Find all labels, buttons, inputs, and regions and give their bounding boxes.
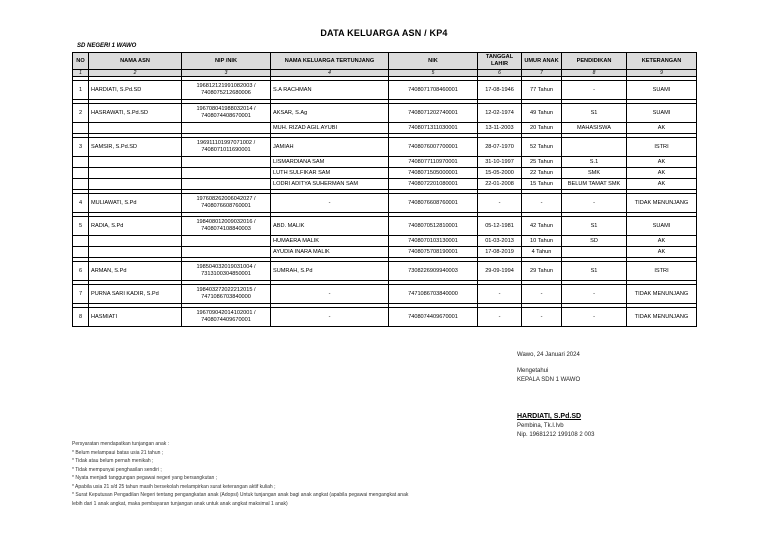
cell-no — [73, 247, 89, 258]
asn-row — [73, 138, 697, 157]
cell-tanggal-lahir: 22-01-2008 — [478, 179, 522, 190]
column-number: 2 — [89, 70, 182, 77]
cell-keterangan: ISTRI — [627, 138, 697, 157]
column-number: 1 — [73, 70, 89, 77]
asn-row — [73, 194, 697, 213]
column-number: 9 — [627, 70, 697, 77]
cell-pendidikan: SMK — [562, 168, 627, 179]
family-row — [73, 236, 697, 247]
cell-nik: 7408076007700001 — [389, 138, 478, 157]
cell-nip — [182, 168, 271, 179]
column-number-row — [73, 70, 697, 77]
signature-position: KEPALA SDN 1 WAWO — [517, 377, 581, 383]
cell-no: 8 — [73, 308, 89, 327]
cell-umur-anak: 77 Tahun — [522, 81, 562, 100]
cell-keterangan: AK — [627, 123, 697, 134]
cell-nama-asn — [89, 179, 182, 190]
cell-umur-anak: 25 Tahun — [522, 157, 562, 168]
nip-line: 196709042014102001 / — [196, 310, 256, 316]
header-row — [73, 53, 697, 70]
column-number: 3 — [182, 70, 271, 77]
cell-nama-asn — [89, 236, 182, 247]
cell-tanggal-lahir: 05-12-1981 — [478, 217, 522, 236]
asn-row — [73, 308, 697, 327]
cell-nama-keluarga: JAMIAH — [271, 138, 389, 157]
cell-nama-keluarga: AYUDIA INARA MALIK — [271, 247, 389, 258]
cell-nama-asn: SAMSIR, S.Pd.SD — [89, 138, 182, 157]
cell-umur-anak: 49 Tahun — [522, 104, 562, 123]
cell-no: 7 — [73, 285, 89, 304]
note-item: * Tidak mempunyai penghasilan sendiri ; — [72, 466, 162, 473]
column-number: 8 — [562, 70, 627, 77]
nik-line: 7408075212680006 — [201, 90, 251, 96]
asn-row — [73, 262, 697, 281]
cell-pendidikan: - — [562, 285, 627, 304]
cell-pendidikan — [562, 247, 627, 258]
cell-keterangan: AK — [627, 236, 697, 247]
cell-tanggal-lahir: 17-08-2019 — [478, 247, 522, 258]
header-nama-keluarga: NAMA KELUARGA TERTUNJANG — [271, 53, 389, 70]
cell-nama-keluarga: LISMARDIANA SAM — [271, 157, 389, 168]
cell-tanggal-lahir: - — [478, 194, 522, 213]
cell-pendidikan: BELUM TAMAT SMK — [562, 179, 627, 190]
cell-nik: 7471086703840000 — [389, 285, 478, 304]
cell-tanggal-lahir: 17-08-1946 — [478, 81, 522, 100]
cell-umur-anak: 22 Tahun — [522, 168, 562, 179]
cell-nama-asn — [89, 123, 182, 134]
cell-keterangan: ISTRI — [627, 262, 697, 281]
cell-nama-asn: RADIA, S.Pd — [89, 217, 182, 236]
cell-no: 1 — [73, 81, 89, 100]
cell-keterangan: SUAMI — [627, 104, 697, 123]
family-row — [73, 247, 697, 258]
nip-line: 196812121991082003 / — [196, 83, 256, 89]
cell-pendidikan: MAHASISWA — [562, 123, 627, 134]
cell-tanggal-lahir: - — [478, 285, 522, 304]
note-item: lebih dari 1 anak angkat, maka pembayaran tunjangan anak untuk anak angkat maksimal 1 anak) — [72, 500, 288, 507]
cell-umur-anak: 20 Tahun — [522, 123, 562, 134]
cell-pendidikan: - — [562, 194, 627, 213]
cell-no — [73, 168, 89, 179]
cell-nama-asn: HARDIATI, S.Pd.SD — [89, 81, 182, 100]
cell-nik: 7408070512810001 — [389, 217, 478, 236]
cell-nama-keluarga: SUMRAH, S.Pd — [271, 262, 389, 281]
header-nik: NIK — [389, 53, 478, 70]
family-row — [73, 157, 697, 168]
cell-nama-keluarga: - — [271, 308, 389, 327]
cell-umur-anak: 42 Tahun — [522, 217, 562, 236]
nip-line: 197608262006042027 / — [196, 196, 256, 202]
family-row — [73, 123, 697, 134]
nik-line: 7313100304850001 — [201, 271, 251, 277]
header-umur-anak: UMUR ANAK — [522, 53, 562, 70]
cell-umur-anak: 15 Tahun — [522, 179, 562, 190]
cell-nama-asn — [89, 168, 182, 179]
cell-tanggal-lahir: - — [478, 308, 522, 327]
cell-nik: 7408076608760001 — [389, 194, 478, 213]
cell-tanggal-lahir: 29-09-1994 — [478, 262, 522, 281]
header-nama-asn: NAMA ASN — [89, 53, 182, 70]
cell-no: 4 — [73, 194, 89, 213]
cell-nama-keluarga: - — [271, 194, 389, 213]
cell-keterangan: AK — [627, 168, 697, 179]
asn-row — [73, 104, 697, 123]
cell-nik: 7408071708460001 — [389, 81, 478, 100]
cell-tanggal-lahir: 12-02-1974 — [478, 104, 522, 123]
cell-nik: 7408070103130001 — [389, 236, 478, 247]
cell-umur-anak: - — [522, 285, 562, 304]
signature-place-date: Wawo, 24 Januari 2024 — [517, 352, 580, 358]
cell-pendidikan: S1 — [562, 217, 627, 236]
cell-nama-asn: HASMIATI — [89, 308, 182, 327]
cell-nama-asn — [89, 247, 182, 258]
cell-pendidikan: S1 — [562, 262, 627, 281]
cell-nama-keluarga: AKSAR, S.Ag — [271, 104, 389, 123]
note-item: * Belum melampaui batas usia 21 tahun ; — [72, 449, 164, 456]
cell-no — [73, 236, 89, 247]
cell-tanggal-lahir: 31-10-1997 — [478, 157, 522, 168]
column-number: 5 — [389, 70, 478, 77]
cell-no: 5 — [73, 217, 89, 236]
cell-nip — [182, 157, 271, 168]
nik-line: 7471086703840000 — [201, 294, 251, 300]
note-item: * Tidak atau belum pernah menikah ; — [72, 458, 154, 464]
cell-nik: 7408071202740001 — [389, 104, 478, 123]
cell-nik: 7308226909940003 — [389, 262, 478, 281]
nip-line: 196708041988032014 / — [196, 106, 256, 112]
family-row — [73, 168, 697, 179]
cell-nama-keluarga: S.A RACHMAN — [271, 81, 389, 100]
cell-nip — [182, 308, 271, 327]
header-pendidikan: PENDIDIKAN — [562, 53, 627, 70]
cell-keterangan: TIDAK MENUNJANG — [627, 285, 697, 304]
cell-nip — [182, 217, 271, 236]
cell-no — [73, 157, 89, 168]
cell-tanggal-lahir: 28-07-1970 — [478, 138, 522, 157]
cell-nama-asn: MULIAWATI, S.Pd — [89, 194, 182, 213]
cell-umur-anak: 29 Tahun — [522, 262, 562, 281]
column-number: 6 — [478, 70, 522, 77]
cell-keterangan: AK — [627, 179, 697, 190]
cell-pendidikan: S1 — [562, 104, 627, 123]
cell-no: 3 — [73, 138, 89, 157]
cell-tanggal-lahir: 01-03-2013 — [478, 236, 522, 247]
header-no: NO — [73, 53, 89, 70]
cell-nip — [182, 194, 271, 213]
cell-pendidikan: S.1 — [562, 157, 627, 168]
header-tanggal-lahir: TANGGAL LAHIR — [478, 53, 522, 70]
table-body — [73, 70, 697, 327]
cell-nik: 7408071311030001 — [389, 123, 478, 134]
cell-keterangan: AK — [627, 247, 697, 258]
cell-no: 6 — [73, 262, 89, 281]
cell-no — [73, 123, 89, 134]
family-row — [73, 179, 697, 190]
cell-nip — [182, 247, 271, 258]
signature-name: HARDIATI, S.Pd.SD — [517, 413, 582, 420]
cell-pendidikan: SD — [562, 236, 627, 247]
asn-row — [73, 81, 697, 100]
nik-line: 7408074408670001 — [201, 113, 251, 119]
cell-umur-anak: - — [522, 308, 562, 327]
cell-nama-asn: ARMAN, S.Pd — [89, 262, 182, 281]
note-item: * Apabila usia 21 s/d 25 tahun masih bersekolah melampirkan surat keterangan aktif kuliah ; — [72, 483, 276, 490]
cell-nip — [182, 179, 271, 190]
signature-nip: Nip. 19681212 199108 2 003 — [517, 432, 595, 438]
cell-keterangan: TIDAK MENUNJANG — [627, 194, 697, 213]
note-item: * Surat Keputusan Pengadilan Negeri tentang pengangkatan anak (Adopsi) Untuk tunjangan anak bagi anak angkat (apabila pegawai mengangkat anak — [72, 492, 409, 498]
cell-umur-anak: 10 Tahun — [522, 236, 562, 247]
cell-nama-asn: PURNA SARI KADIR, S.Pd — [89, 285, 182, 304]
cell-nip — [182, 236, 271, 247]
cell-nip — [182, 81, 271, 100]
nip-line: 196911101997071002 / — [196, 140, 256, 146]
school-name: SD NEGERI 1 WAWO — [77, 43, 137, 49]
nik-line: 7408074409670001 — [201, 317, 251, 323]
cell-nik: 7408075708190001 — [389, 247, 478, 258]
cell-nama-keluarga: HUMAERA MALIK — [271, 236, 389, 247]
nip-line: 198504032019031004 / — [196, 264, 256, 270]
cell-nama-asn: HASRAWATI, S.Pd.SD — [89, 104, 182, 123]
asn-row — [73, 217, 697, 236]
cell-no — [73, 179, 89, 190]
cell-pendidikan: - — [562, 81, 627, 100]
cell-nama-asn — [89, 157, 182, 168]
nip-line: 198408012009032016 / — [196, 219, 256, 225]
cell-nip — [182, 262, 271, 281]
cell-nip — [182, 138, 271, 157]
cell-nama-keluarga: LUTH SULFIKAR SAM — [271, 168, 389, 179]
cell-nik: 7408074409670001 — [389, 308, 478, 327]
cell-umur-anak: - — [522, 194, 562, 213]
cell-nip — [182, 123, 271, 134]
notes-heading: Persyaratan mendapatkan tunjangan anak : — [72, 441, 170, 447]
signature-rank: Pembina, Tk.I.Ivb — [517, 423, 564, 429]
cell-no: 2 — [73, 104, 89, 123]
header-nip-nik: NIP /NIK — [182, 53, 271, 70]
cell-nama-keluarga: ABD. MALIK — [271, 217, 389, 236]
column-number: 7 — [522, 70, 562, 77]
cell-nik: 7408077110970001 — [389, 157, 478, 168]
cell-keterangan: SUAMI — [627, 217, 697, 236]
cell-nip — [182, 104, 271, 123]
cell-nama-keluarga: MUH. RIZAD AGIL AYUBI — [271, 123, 389, 134]
note-item: * Nyata menjadi tanggungan pegawai negeri yang bersangkutan ; — [72, 475, 218, 481]
cell-keterangan: AK — [627, 157, 697, 168]
cell-tanggal-lahir: 15-05-2000 — [478, 168, 522, 179]
header-keterangan: KETERANGAN — [627, 53, 697, 70]
column-number: 4 — [271, 70, 389, 77]
requirements-notes — [72, 440, 472, 508]
cell-umur-anak: 4 Tahun — [522, 247, 562, 258]
nik-line: 7408071011690001 — [201, 147, 251, 153]
cell-keterangan: SUAMI — [627, 81, 697, 100]
document-title: DATA KELUARGA ASN / KP4 — [320, 28, 448, 38]
nik-line: 7408074108840003 — [201, 226, 251, 232]
cell-pendidikan: - — [562, 308, 627, 327]
cell-nama-keluarga: - — [271, 285, 389, 304]
family-data-table — [72, 52, 697, 327]
cell-pendidikan — [562, 138, 627, 157]
cell-tanggal-lahir: 13-11-2003 — [478, 123, 522, 134]
nip-line: 198403272022212015 / — [196, 287, 256, 293]
cell-nik: 7408071505000001 — [389, 168, 478, 179]
cell-nik: 7408072201080001 — [389, 179, 478, 190]
cell-nip — [182, 285, 271, 304]
cell-keterangan: TIDAK MENUNJANG — [627, 308, 697, 327]
nik-line: 7408076608760001 — [201, 203, 251, 209]
cell-umur-anak: 52 Tahun — [522, 138, 562, 157]
asn-row — [73, 285, 697, 304]
signature-knowing: Mengetahui — [517, 368, 549, 374]
cell-nama-keluarga: LODRI ADITYA SUHERMAN SAM — [271, 179, 389, 190]
